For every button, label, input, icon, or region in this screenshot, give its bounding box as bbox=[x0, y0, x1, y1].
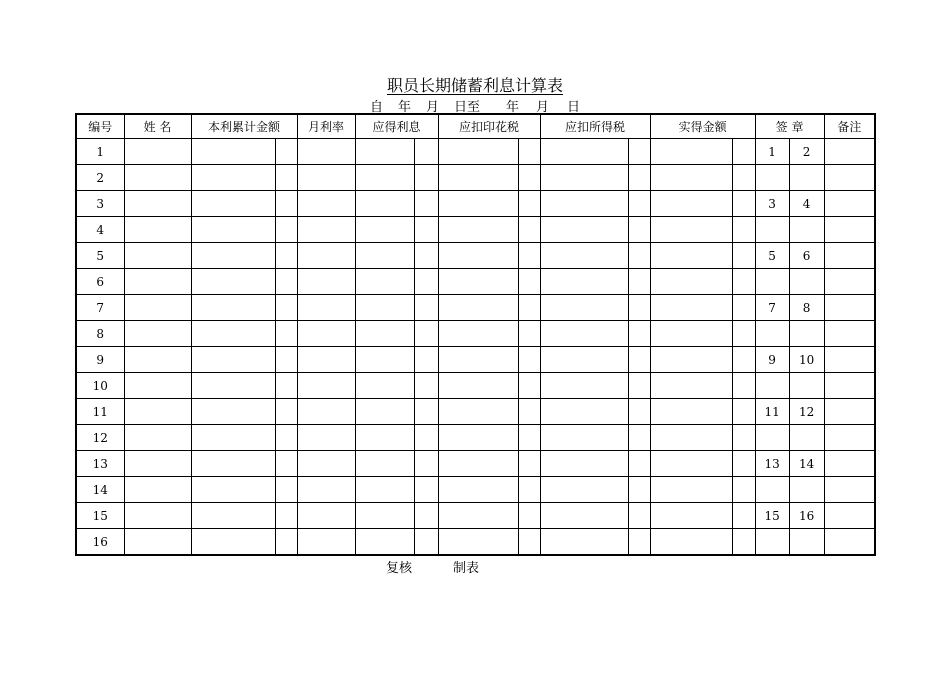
table-cell bbox=[540, 477, 628, 503]
table-cell bbox=[297, 503, 355, 529]
table-cell bbox=[355, 243, 414, 269]
table-row bbox=[76, 425, 875, 451]
table-cell bbox=[628, 347, 650, 373]
remarks-cell bbox=[824, 425, 875, 451]
table-cell bbox=[124, 243, 191, 269]
table-cell bbox=[628, 243, 650, 269]
table-cell bbox=[275, 165, 297, 191]
signature-cell: 1 bbox=[755, 139, 789, 165]
table-cell bbox=[275, 425, 297, 451]
table-cell bbox=[191, 503, 275, 529]
table-cell bbox=[355, 347, 414, 373]
table-cell bbox=[191, 269, 275, 295]
table-row bbox=[76, 347, 875, 373]
header-remarks: 备注 bbox=[824, 114, 875, 139]
table-cell bbox=[518, 243, 540, 269]
table-cell bbox=[732, 529, 755, 556]
table-cell bbox=[540, 191, 628, 217]
table-cell bbox=[297, 269, 355, 295]
table-cell bbox=[628, 529, 650, 556]
table-row bbox=[76, 477, 875, 503]
table-cell bbox=[650, 477, 732, 503]
remarks-cell bbox=[824, 373, 875, 399]
table-cell bbox=[191, 399, 275, 425]
table-cell bbox=[124, 451, 191, 477]
table-cell bbox=[628, 425, 650, 451]
table-cell bbox=[297, 477, 355, 503]
table-cell bbox=[732, 451, 755, 477]
interest-table bbox=[75, 113, 876, 556]
table-cell bbox=[355, 425, 414, 451]
table-cell bbox=[628, 321, 650, 347]
table-cell bbox=[297, 373, 355, 399]
table-cell bbox=[275, 373, 297, 399]
table-cell bbox=[414, 347, 438, 373]
table-cell bbox=[438, 165, 518, 191]
table-cell bbox=[124, 373, 191, 399]
signature-cell: 12 bbox=[789, 399, 824, 425]
table-cell bbox=[650, 399, 732, 425]
table-cell bbox=[355, 321, 414, 347]
footer-prepared: 制表 bbox=[453, 561, 480, 576]
remarks-cell bbox=[824, 139, 875, 165]
table-cell bbox=[275, 321, 297, 347]
table-cell bbox=[650, 347, 732, 373]
table-row bbox=[76, 269, 875, 295]
table-cell bbox=[275, 191, 297, 217]
table-cell bbox=[124, 477, 191, 503]
table-cell bbox=[297, 139, 355, 165]
table-cell bbox=[628, 191, 650, 217]
table-cell bbox=[414, 529, 438, 556]
table-cell bbox=[518, 295, 540, 321]
remarks-cell bbox=[824, 217, 875, 243]
table-cell bbox=[438, 321, 518, 347]
remarks-cell bbox=[824, 451, 875, 477]
table-row bbox=[76, 373, 875, 399]
table-cell bbox=[650, 529, 732, 556]
table-cell bbox=[650, 191, 732, 217]
table-cell bbox=[124, 191, 191, 217]
table-cell bbox=[191, 373, 275, 399]
table-cell bbox=[540, 373, 628, 399]
table-cell bbox=[628, 217, 650, 243]
table-row bbox=[76, 295, 875, 321]
row-number: 2 bbox=[76, 165, 124, 191]
table-cell bbox=[297, 191, 355, 217]
title-text: 职员长期储蓄利息计算表 bbox=[386, 76, 563, 95]
table-cell bbox=[540, 165, 628, 191]
table-cell bbox=[540, 399, 628, 425]
table-row bbox=[76, 243, 875, 269]
table-cell bbox=[628, 503, 650, 529]
row-number: 4 bbox=[76, 217, 124, 243]
table-cell bbox=[297, 529, 355, 556]
table-cell bbox=[355, 503, 414, 529]
date-day-to: 日至 bbox=[454, 100, 481, 115]
table-cell bbox=[275, 399, 297, 425]
signature-cell bbox=[755, 269, 789, 295]
table-cell bbox=[414, 477, 438, 503]
signature-cell: 16 bbox=[789, 503, 824, 529]
row-number: 12 bbox=[76, 425, 124, 451]
table-cell bbox=[414, 503, 438, 529]
table-cell bbox=[628, 295, 650, 321]
table-cell bbox=[414, 191, 438, 217]
table-cell bbox=[124, 269, 191, 295]
table-cell bbox=[540, 243, 628, 269]
table-cell bbox=[124, 295, 191, 321]
header-name: 姓 名 bbox=[124, 114, 191, 139]
table-cell bbox=[414, 425, 438, 451]
table-cell bbox=[732, 399, 755, 425]
table-cell bbox=[414, 217, 438, 243]
table-cell bbox=[124, 425, 191, 451]
table-cell bbox=[297, 425, 355, 451]
table-cell bbox=[297, 243, 355, 269]
table-cell bbox=[540, 347, 628, 373]
table-cell bbox=[275, 477, 297, 503]
signature-cell bbox=[789, 321, 824, 347]
table-cell bbox=[732, 295, 755, 321]
table-cell bbox=[438, 399, 518, 425]
table-row bbox=[76, 503, 875, 529]
table-cell bbox=[414, 295, 438, 321]
table-cell bbox=[275, 451, 297, 477]
signature-cell bbox=[755, 529, 789, 556]
table-cell bbox=[438, 373, 518, 399]
date-day-2: 日 bbox=[567, 100, 581, 115]
date-year-2: 年 bbox=[506, 100, 520, 115]
row-number: 6 bbox=[76, 269, 124, 295]
date-month-1: 月 bbox=[426, 100, 440, 115]
row-number: 7 bbox=[76, 295, 124, 321]
signature-cell bbox=[789, 529, 824, 556]
table-cell bbox=[191, 425, 275, 451]
footer-review: 复核 bbox=[386, 561, 413, 576]
table-cell bbox=[518, 269, 540, 295]
table-cell bbox=[518, 425, 540, 451]
header-signature: 签 章 bbox=[755, 114, 824, 139]
table-cell bbox=[732, 321, 755, 347]
table-cell bbox=[414, 269, 438, 295]
table-cell bbox=[732, 217, 755, 243]
table-cell bbox=[650, 217, 732, 243]
table-cell bbox=[124, 529, 191, 556]
signature-cell bbox=[789, 217, 824, 243]
table-row bbox=[76, 165, 875, 191]
remarks-cell bbox=[824, 347, 875, 373]
remarks-cell bbox=[824, 191, 875, 217]
table-cell bbox=[191, 529, 275, 556]
table-cell bbox=[355, 399, 414, 425]
table-cell bbox=[438, 503, 518, 529]
table-cell bbox=[438, 451, 518, 477]
table-cell bbox=[650, 139, 732, 165]
row-number: 1 bbox=[76, 139, 124, 165]
remarks-cell bbox=[824, 477, 875, 503]
signature-cell bbox=[789, 269, 824, 295]
table-cell bbox=[438, 191, 518, 217]
remarks-cell bbox=[824, 321, 875, 347]
table-cell bbox=[414, 451, 438, 477]
row-number: 16 bbox=[76, 529, 124, 556]
table-row bbox=[76, 191, 875, 217]
date-month-2: 月 bbox=[536, 100, 550, 115]
table-cell bbox=[275, 347, 297, 373]
table-cell bbox=[540, 295, 628, 321]
table-cell bbox=[191, 139, 275, 165]
table-cell bbox=[540, 139, 628, 165]
table-cell bbox=[438, 477, 518, 503]
signature-cell: 13 bbox=[755, 451, 789, 477]
table-cell bbox=[355, 529, 414, 556]
table-cell bbox=[518, 503, 540, 529]
header-rate: 月利率 bbox=[297, 114, 355, 139]
table-cell bbox=[628, 269, 650, 295]
signature-cell: 2 bbox=[789, 139, 824, 165]
table-cell bbox=[732, 165, 755, 191]
row-number: 8 bbox=[76, 321, 124, 347]
table-cell bbox=[414, 321, 438, 347]
remarks-cell bbox=[824, 295, 875, 321]
table-cell bbox=[355, 373, 414, 399]
page-title bbox=[0, 73, 950, 96]
table-cell bbox=[732, 477, 755, 503]
table-cell bbox=[540, 217, 628, 243]
row-number: 5 bbox=[76, 243, 124, 269]
table-cell bbox=[297, 347, 355, 373]
table-cell bbox=[628, 477, 650, 503]
table-cell bbox=[438, 139, 518, 165]
table-row bbox=[76, 529, 875, 556]
remarks-cell bbox=[824, 503, 875, 529]
table-cell bbox=[275, 503, 297, 529]
signature-cell: 14 bbox=[789, 451, 824, 477]
table-cell bbox=[650, 451, 732, 477]
table-cell bbox=[414, 373, 438, 399]
table-cell bbox=[355, 269, 414, 295]
table-cell bbox=[628, 399, 650, 425]
signature-cell bbox=[789, 477, 824, 503]
table-body bbox=[76, 139, 875, 556]
remarks-cell bbox=[824, 529, 875, 556]
header-principal: 本利累计金额 bbox=[191, 114, 297, 139]
table-cell bbox=[518, 451, 540, 477]
signature-cell bbox=[755, 477, 789, 503]
table-cell bbox=[518, 191, 540, 217]
table-cell bbox=[732, 347, 755, 373]
signature-cell bbox=[789, 165, 824, 191]
table-cell bbox=[297, 165, 355, 191]
table-cell bbox=[438, 347, 518, 373]
table-cell bbox=[628, 139, 650, 165]
date-from: 自 bbox=[370, 100, 384, 115]
header-income-tax: 应扣所得税 bbox=[540, 114, 650, 139]
table-cell bbox=[628, 373, 650, 399]
table-cell bbox=[540, 321, 628, 347]
header-row bbox=[76, 114, 875, 139]
table-cell bbox=[518, 373, 540, 399]
table-cell bbox=[518, 347, 540, 373]
header-number: 编号 bbox=[76, 114, 124, 139]
table-cell bbox=[355, 217, 414, 243]
table-cell bbox=[540, 269, 628, 295]
table-cell bbox=[732, 503, 755, 529]
remarks-cell bbox=[824, 269, 875, 295]
header-actual-amount: 实得金额 bbox=[650, 114, 755, 139]
row-number: 14 bbox=[76, 477, 124, 503]
table-cell bbox=[438, 425, 518, 451]
signature-cell: 11 bbox=[755, 399, 789, 425]
signature-cell: 3 bbox=[755, 191, 789, 217]
signature-cell: 6 bbox=[789, 243, 824, 269]
table-cell bbox=[540, 529, 628, 556]
table-cell bbox=[540, 503, 628, 529]
table-cell bbox=[732, 191, 755, 217]
table-cell bbox=[275, 529, 297, 556]
table-cell bbox=[650, 295, 732, 321]
table-cell bbox=[438, 295, 518, 321]
table-cell bbox=[355, 165, 414, 191]
table-cell bbox=[650, 321, 732, 347]
row-number: 15 bbox=[76, 503, 124, 529]
signature-cell: 15 bbox=[755, 503, 789, 529]
table-cell bbox=[518, 139, 540, 165]
table-cell bbox=[732, 373, 755, 399]
table-cell bbox=[297, 321, 355, 347]
table-row bbox=[76, 139, 875, 165]
table-cell bbox=[540, 451, 628, 477]
table-cell bbox=[275, 243, 297, 269]
table-cell bbox=[518, 529, 540, 556]
row-number: 11 bbox=[76, 399, 124, 425]
table-cell bbox=[191, 217, 275, 243]
signature-cell bbox=[755, 217, 789, 243]
table-cell bbox=[355, 295, 414, 321]
table-cell bbox=[124, 321, 191, 347]
signature-cell bbox=[755, 373, 789, 399]
signature-cell: 10 bbox=[789, 347, 824, 373]
table-cell bbox=[438, 269, 518, 295]
table-cell bbox=[518, 217, 540, 243]
table-cell bbox=[355, 139, 414, 165]
row-number: 13 bbox=[76, 451, 124, 477]
table-row bbox=[76, 321, 875, 347]
table-cell bbox=[438, 243, 518, 269]
table-cell bbox=[124, 165, 191, 191]
table-cell bbox=[191, 477, 275, 503]
table-cell bbox=[414, 243, 438, 269]
table-cell bbox=[297, 451, 355, 477]
table-cell bbox=[732, 139, 755, 165]
row-number: 3 bbox=[76, 191, 124, 217]
signature-cell bbox=[755, 321, 789, 347]
header-stamp-tax: 应扣印花税 bbox=[438, 114, 540, 139]
table-cell bbox=[297, 295, 355, 321]
table-cell bbox=[518, 165, 540, 191]
table-cell bbox=[650, 243, 732, 269]
table-cell bbox=[732, 243, 755, 269]
table-cell bbox=[297, 217, 355, 243]
table-cell bbox=[124, 399, 191, 425]
remarks-cell bbox=[824, 165, 875, 191]
table-cell bbox=[275, 139, 297, 165]
signature-cell: 8 bbox=[789, 295, 824, 321]
table-cell bbox=[540, 425, 628, 451]
table-cell bbox=[191, 347, 275, 373]
row-number: 9 bbox=[76, 347, 124, 373]
table-cell bbox=[650, 269, 732, 295]
table-cell bbox=[650, 503, 732, 529]
table-cell bbox=[124, 139, 191, 165]
table-cell bbox=[650, 425, 732, 451]
table-cell bbox=[518, 477, 540, 503]
table-cell bbox=[275, 295, 297, 321]
date-year-1: 年 bbox=[398, 100, 412, 115]
signature-cell: 4 bbox=[789, 191, 824, 217]
table-cell bbox=[124, 217, 191, 243]
table-cell bbox=[191, 165, 275, 191]
table-cell bbox=[124, 347, 191, 373]
table-cell bbox=[297, 399, 355, 425]
table-cell bbox=[191, 191, 275, 217]
signature-cell: 5 bbox=[755, 243, 789, 269]
row-number: 10 bbox=[76, 373, 124, 399]
table-cell bbox=[124, 503, 191, 529]
signature-cell bbox=[789, 425, 824, 451]
table-cell bbox=[355, 477, 414, 503]
table-cell bbox=[191, 243, 275, 269]
table-cell bbox=[355, 451, 414, 477]
table-cell bbox=[518, 399, 540, 425]
remarks-cell bbox=[824, 399, 875, 425]
table-cell bbox=[732, 269, 755, 295]
table-cell bbox=[414, 399, 438, 425]
table-cell bbox=[732, 425, 755, 451]
table-row bbox=[76, 399, 875, 425]
signature-cell bbox=[789, 373, 824, 399]
table-cell bbox=[414, 165, 438, 191]
table-cell bbox=[628, 451, 650, 477]
table-cell bbox=[191, 295, 275, 321]
remarks-cell bbox=[824, 243, 875, 269]
signature-cell bbox=[755, 425, 789, 451]
table-cell bbox=[355, 191, 414, 217]
table-row bbox=[76, 451, 875, 477]
table-cell bbox=[650, 165, 732, 191]
table-cell bbox=[191, 321, 275, 347]
table-cell bbox=[414, 139, 438, 165]
signature-cell: 9 bbox=[755, 347, 789, 373]
header-interest: 应得利息 bbox=[355, 114, 438, 139]
table-cell bbox=[438, 217, 518, 243]
signature-cell: 7 bbox=[755, 295, 789, 321]
table-row bbox=[76, 217, 875, 243]
table-cell bbox=[438, 529, 518, 556]
signature-cell bbox=[755, 165, 789, 191]
table-cell bbox=[650, 373, 732, 399]
table-cell bbox=[518, 321, 540, 347]
table-cell bbox=[628, 165, 650, 191]
table-cell bbox=[275, 269, 297, 295]
table-cell bbox=[275, 217, 297, 243]
table-cell bbox=[191, 451, 275, 477]
